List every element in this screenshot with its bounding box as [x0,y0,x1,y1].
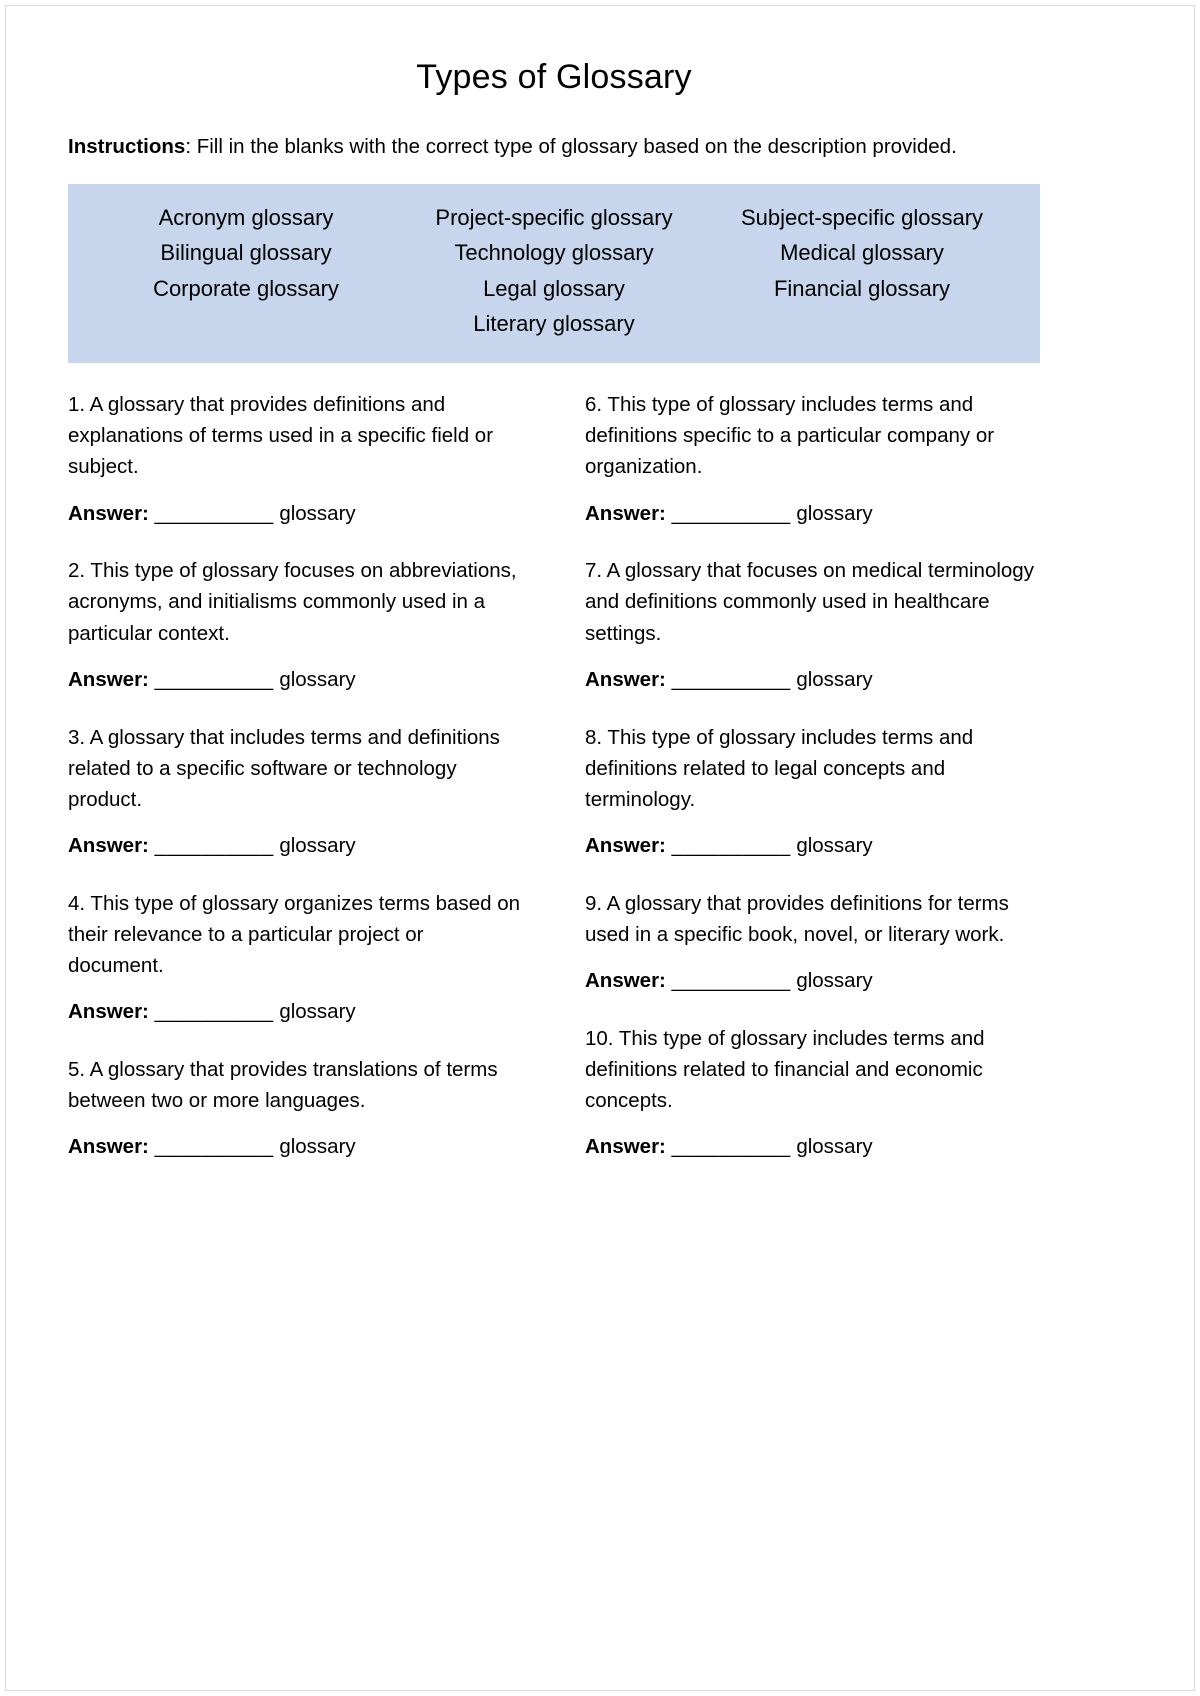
question-text: 8. This type of glossary includes terms and definitions related to legal concepts and terminology. [585,725,974,811]
answer-blank[interactable]: __________ [154,1000,274,1024]
word-bank-row [92,237,1016,268]
word-bank-item: Literary glossary [473,310,635,336]
answer-label: Answer: [585,501,666,525]
question-text: 3. A glossary that includes terms and definitions related to a specific software or technology product. [68,725,500,811]
question-text: 10. This type of glossary includes terms and definitions related to financial and economic concepts. [585,1026,985,1113]
question-text: 2. This type of glossary focuses on abbreviations, acronyms, and initialisms commonly used in a particular context. [68,559,517,645]
answer-label: Answer: [68,1000,149,1024]
question-item [585,555,1040,695]
answer-blank[interactable]: __________ [671,969,791,993]
left-column [68,389,523,1189]
answer-blank[interactable]: __________ [671,834,791,857]
word-bank-item: Bilingual glossary [160,240,332,266]
answer-label: Answer: [68,1135,149,1159]
word-bank-item: Subject-specific glossary [740,205,984,231]
answer-label: Answer: [68,667,149,691]
word-bank-item: Corporate glossary [153,275,339,301]
question-item [585,389,1040,529]
answer-label: Answer: [68,834,149,857]
word-bank-item: Legal glossary [483,275,625,301]
question-item [585,1023,1040,1163]
questions-columns [68,389,1040,1189]
word-bank-item: Acronym glossary [158,205,334,231]
answer-line[interactable] [585,1132,1040,1163]
answer-blank[interactable]: __________ [154,834,274,857]
answer-label: Answer: [585,834,666,857]
word-bank-row [92,202,1016,233]
answer-line[interactable] [68,499,523,530]
answer-blank[interactable]: __________ [671,1135,791,1159]
answer-suffix: glossary [279,834,356,857]
question-text: 4. This type of glossary organizes terms based on their relevance to a particular project or document. [68,891,520,978]
word-bank-row [92,273,1016,304]
answer-label: Answer: [68,501,149,525]
question-text: 7. A glossary that focuses on medical terminology and definitions commonly used in healthcare settings. [585,559,1034,645]
answer-blank[interactable]: __________ [671,667,791,691]
answer-label: Answer: [585,969,666,993]
question-text: 6. This type of glossary includes terms and definitions specific to a particular company or organization. [585,393,995,479]
answer-line[interactable] [585,831,1040,862]
instructions-label: Instructions [68,135,186,158]
answer-label: Answer: [585,1135,666,1159]
question-item [68,888,523,1028]
answer-line[interactable] [68,1132,523,1163]
word-bank [68,184,1040,363]
answer-blank[interactable]: __________ [154,667,274,691]
answer-line[interactable] [585,665,1040,696]
answer-suffix: glossary [279,667,356,691]
worksheet-content [68,58,1040,1189]
answer-line[interactable] [585,499,1040,530]
answer-blank[interactable]: __________ [154,501,274,525]
instructions-text: : Fill in the blanks with the correct type of glossary based on the description provided. [185,135,957,158]
word-bank-item: Medical glossary [780,240,944,266]
answer-line[interactable] [68,665,523,696]
question-text: 1. A glossary that provides definitions and explanations of terms used in a specific field or subject. [68,393,494,479]
question-item [68,1054,523,1163]
question-item [68,555,523,695]
word-bank-item: Project-specific glossary [435,205,673,231]
answer-suffix: glossary [279,501,356,525]
answer-blank[interactable]: __________ [671,501,791,525]
page-title: Types of Glossary [416,58,692,96]
answer-suffix: glossary [796,667,873,691]
question-text: 9. A glossary that provides definitions for terms used in a specific book, novel, or literary work. [585,891,1009,946]
answer-suffix: glossary [796,501,873,525]
question-item [585,888,1040,997]
instructions [68,131,1040,162]
answer-line[interactable] [585,966,1040,997]
word-bank-item: Financial glossary [773,275,951,301]
answer-suffix: glossary [796,834,873,857]
answer-blank[interactable]: __________ [154,1135,274,1159]
answer-suffix: glossary [796,1135,873,1159]
answer-suffix: glossary [279,1135,356,1159]
answer-suffix: glossary [796,969,873,993]
question-item [68,389,523,529]
word-bank-item: Technology glossary [454,240,654,266]
question-text: 5. A glossary that provides translations of terms between two or more languages. [68,1057,498,1113]
question-item [68,722,523,862]
answer-label: Answer: [585,667,666,691]
question-item [585,722,1040,862]
answer-line[interactable] [68,997,523,1028]
answer-line[interactable] [68,831,523,862]
right-column [585,389,1040,1189]
word-bank-row [92,308,1016,339]
answer-suffix: glossary [279,1000,356,1024]
